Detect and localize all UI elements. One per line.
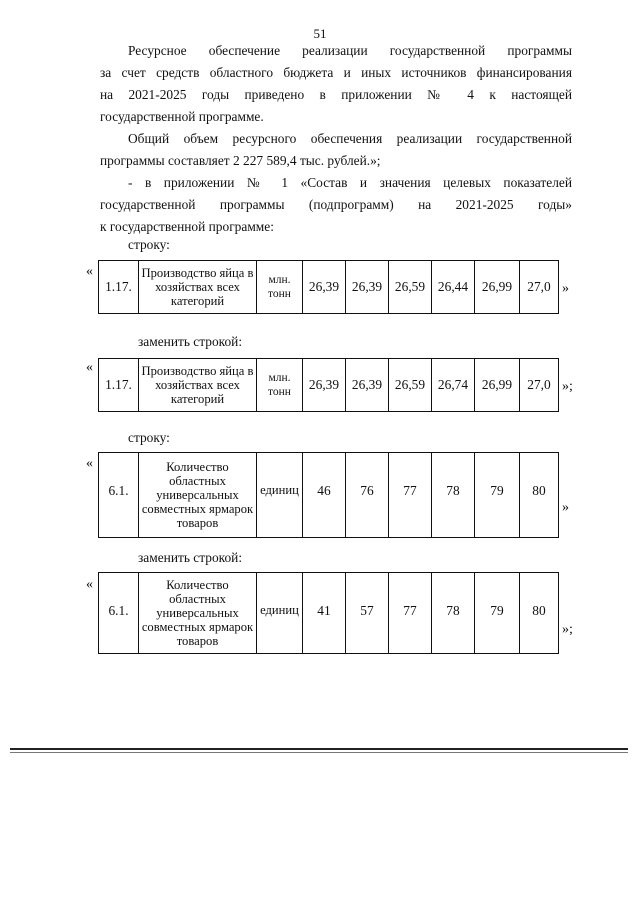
value-cell: 46 [303,453,346,538]
row-number: 6.1. [99,573,139,654]
value-cell: 77 [389,573,432,654]
indicator-name: Производство яйца в хозяйствах всех категорий [139,261,257,314]
label-replace: заменить строкой: [138,550,243,565]
value-cell: 27,0 [520,359,559,412]
text-line: на 2021-2025 годы приведено в приложении № 4 к настоящей [100,87,572,102]
table-row [99,573,559,654]
unit: единиц [257,453,303,538]
value-cell: 79 [475,573,520,654]
value-cell: 26,59 [389,359,432,412]
value-cell: 80 [520,453,559,538]
value-cell: 26,39 [303,359,346,412]
row-number: 1.17. [99,261,139,314]
indicator-name: Количество областных универсальных совместных ярмарок товаров [139,453,257,538]
value-cell: 41 [303,573,346,654]
value-cell: 57 [346,573,389,654]
indicator-name: Производство яйца в хозяйствах всех категорий [139,359,257,412]
table-row [99,359,559,412]
text-line: государственной программе. [100,109,264,124]
paragraph-resource-provision [100,40,572,128]
label-row: строку: [128,430,170,445]
value-cell: 26,39 [346,359,389,412]
table-row [99,453,559,538]
unit: млн. тонн [257,359,303,412]
close-quote: » [562,500,569,515]
label-row: строку: [128,237,170,252]
close-quote: »; [562,622,573,637]
value-cell: 79 [475,453,520,538]
paragraph-appendix-1 [100,172,572,238]
label-replace: заменить строкой: [138,334,243,349]
indicator-table-new-6-1 [98,572,559,654]
value-cell: 26,39 [346,261,389,314]
value-cell: 26,39 [303,261,346,314]
text-line: к государственной программе: [100,219,274,234]
close-quote: » [562,281,569,296]
value-cell: 26,99 [475,359,520,412]
text-line: программы составляет 2 227 589,4 тыс. рублей.»; [100,153,381,168]
value-cell: 27,0 [520,261,559,314]
row-number: 6.1. [99,453,139,538]
value-cell: 78 [432,573,475,654]
bottom-divider [10,748,628,750]
value-cell: 76 [346,453,389,538]
text-line: государственной программы (подпрограмм) на 2021-2025 годы» [100,197,572,212]
unit: млн. тонн [257,261,303,314]
indicator-table-old-1-17 [98,260,559,314]
value-cell: 26,59 [389,261,432,314]
value-cell: 26,99 [475,261,520,314]
value-cell: 78 [432,453,475,538]
close-quote: »; [562,379,573,394]
table-row [99,261,559,314]
value-cell: 77 [389,453,432,538]
row-number: 1.17. [99,359,139,412]
paragraph-total-volume [100,128,572,172]
value-cell: 80 [520,573,559,654]
indicator-name: Количество областных универсальных совместных ярмарок товаров [139,573,257,654]
text-line: Общий объем ресурсного обеспечения реализации государственной [128,131,572,146]
open-quote: « [86,264,93,279]
open-quote: « [86,456,93,471]
text-line: - в приложении № 1 «Состав и значения целевых показателей [128,175,572,190]
bottom-divider [10,752,628,753]
page-number: 51 [313,26,327,41]
open-quote: « [86,577,93,592]
text-line: за счет средств областного бюджета и иных источников финансирования [100,65,572,80]
indicator-table-old-6-1 [98,452,559,538]
open-quote: « [86,360,93,375]
value-cell: 26,44 [432,261,475,314]
unit: единиц [257,573,303,654]
indicator-table-new-1-17 [98,358,559,412]
text-line: Ресурсное обеспечение реализации государственной программы [128,43,572,58]
value-cell: 26,74 [432,359,475,412]
